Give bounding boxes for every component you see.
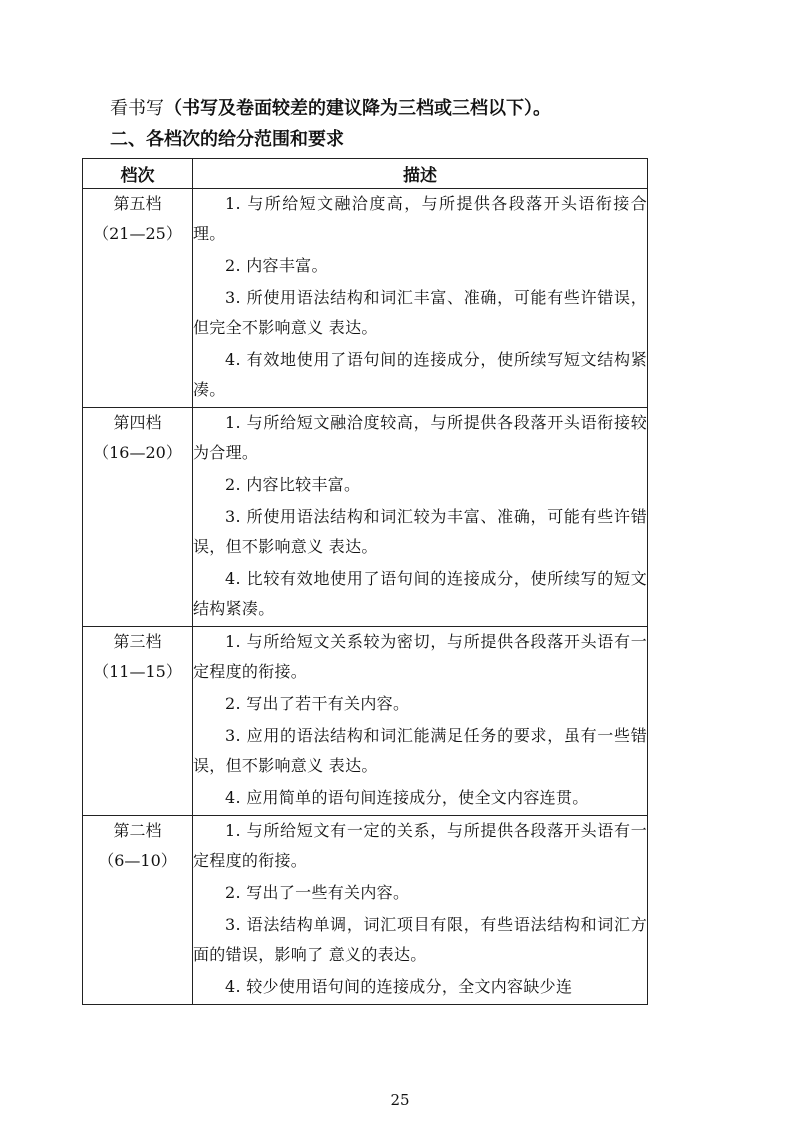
level-range: （16—20） [93, 443, 182, 462]
criterion-item: 2. 写出了一些有关内容。 [225, 883, 410, 902]
criterion-item: 3. 所使用语法结构和词汇丰富、准确，可能有些许错误，但完全不影响意义 表达。 [193, 288, 647, 337]
page-number: 25 [390, 1091, 410, 1109]
level-range: （6—10） [98, 851, 177, 870]
intro-line [110, 96, 551, 122]
level-title: 第三档 [113, 632, 162, 651]
criterion-item: 4. 有效地使用了语句间的连接成分，使所续写短文结构紧凑。 [193, 350, 647, 399]
level-cell [83, 627, 193, 816]
header-level: 档次 [83, 159, 193, 189]
description-cell [193, 627, 648, 816]
criterion-item: 3. 应用的语法结构和词汇能满足任务的要求，虽有一些错误，但不影响意义 表达。 [193, 726, 647, 775]
table-row [83, 816, 648, 1005]
criterion-item: 1. 与所给短文融洽度较高，与所提供各段落开头语衔接较为合理。 [193, 413, 647, 462]
level-title: 第二档 [113, 821, 162, 840]
level-cell [83, 189, 193, 408]
criterion-item: 1. 与所给短文有一定的关系，与所提供各段落开头语有一定程度的衔接。 [193, 821, 647, 870]
criterion-item: 3. 语法结构单调，词汇项目有限，有些语法结构和词汇方面的错误，影响了 意义的表达。 [193, 915, 647, 964]
description-cell [193, 408, 648, 627]
header-description: 描述 [193, 159, 648, 189]
level-range: （11—15） [93, 662, 182, 681]
level-cell [83, 816, 193, 1005]
intro-note: （书写及卷面较差的建议降为三档或三档以下）。 [164, 98, 551, 119]
criterion-item: 2. 内容丰富。 [225, 256, 328, 275]
criterion-item: 2. 写出了若干有关内容。 [225, 694, 410, 713]
description-cell [193, 189, 648, 408]
intro-prefix: 看书写 [110, 98, 164, 119]
criterion-item: 4. 比较有效地使用了语句间的连接成分，使所续写的短文结构紧凑。 [193, 569, 647, 618]
criterion-item: 2. 内容比较丰富。 [225, 475, 361, 494]
table-row [83, 189, 648, 408]
level-title: 第五档 [113, 194, 162, 213]
level-title: 第四档 [113, 413, 162, 432]
criterion-item: 4. 较少使用语句间的连接成分，全文内容缺少连 [225, 977, 573, 996]
level-cell [83, 408, 193, 627]
criterion-item: 4. 应用简单的语句间连接成分，使全文内容连贯。 [225, 788, 589, 807]
description-cell [193, 816, 648, 1005]
criterion-item: 1. 与所给短文关系较为密切，与所提供各段落开头语有一定程度的衔接。 [193, 632, 647, 681]
table-header-row [83, 159, 648, 189]
criterion-item: 1. 与所给短文融洽度高，与所提供各段落开头语衔接合理。 [193, 194, 647, 243]
scoring-table [82, 158, 648, 1005]
section-title: 二、各档次的给分范围和要求 [110, 129, 344, 150]
table-row [83, 627, 648, 816]
table-row [83, 408, 648, 627]
criterion-item: 3. 所使用语法结构和词汇较为丰富、准确，可能有些许错误，但不影响意义 表达。 [193, 507, 647, 556]
level-range: （21—25） [93, 224, 182, 243]
